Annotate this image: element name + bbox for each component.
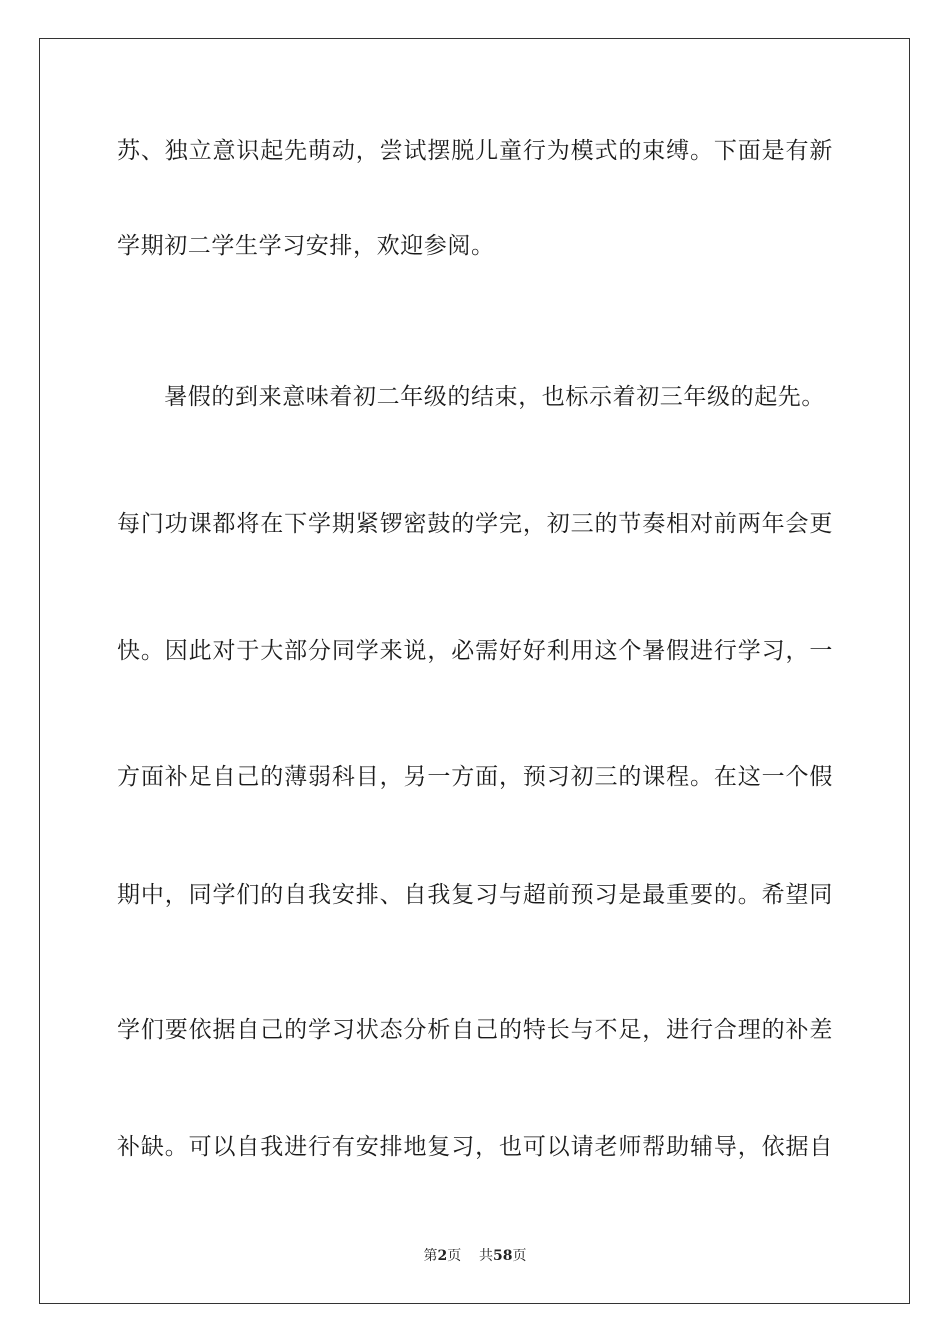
body-line-9: 补缺。可以自我进行有安排地复习，也可以请老师帮助辅导，依据自	[117, 1134, 833, 1160]
total-prefix: 共	[479, 1248, 494, 1264]
page-suffix: 页	[447, 1248, 462, 1264]
page-number: 2	[437, 1248, 448, 1264]
page-footer	[0, 1246, 950, 1266]
page-prefix: 第	[423, 1248, 438, 1264]
page-border	[39, 38, 910, 1304]
body-line-4: 每门功课都将在下学期紧锣密鼓的学完，初三的节奏相对前两年会更	[117, 511, 833, 537]
body-line-7: 期中，同学们的自我安排、自我复习与超前预习是最重要的。希望同	[117, 882, 833, 908]
total-suffix: 页	[512, 1248, 527, 1264]
total-pages: 58	[493, 1248, 513, 1264]
body-line-2: 学期初二学生学习安排，欢迎参阅。	[117, 233, 495, 259]
body-line-6: 方面补足自己的薄弱科目，另一方面，预习初三的课程。在这一个假	[117, 764, 833, 790]
body-line-3: 暑假的到来意味着初二年级的结束，也标示着初三年级的起先。	[117, 384, 825, 410]
body-line-8: 学们要依据自己的学习状态分析自己的特长与不足，进行合理的补差	[117, 1017, 833, 1043]
body-line-5: 快。因此对于大部分同学来说，必需好好利用这个暑假进行学习，一	[117, 638, 833, 664]
body-line-1: 苏、独立意识起先萌动，尝试摆脱儿童行为模式的束缚。下面是有新	[117, 138, 833, 164]
